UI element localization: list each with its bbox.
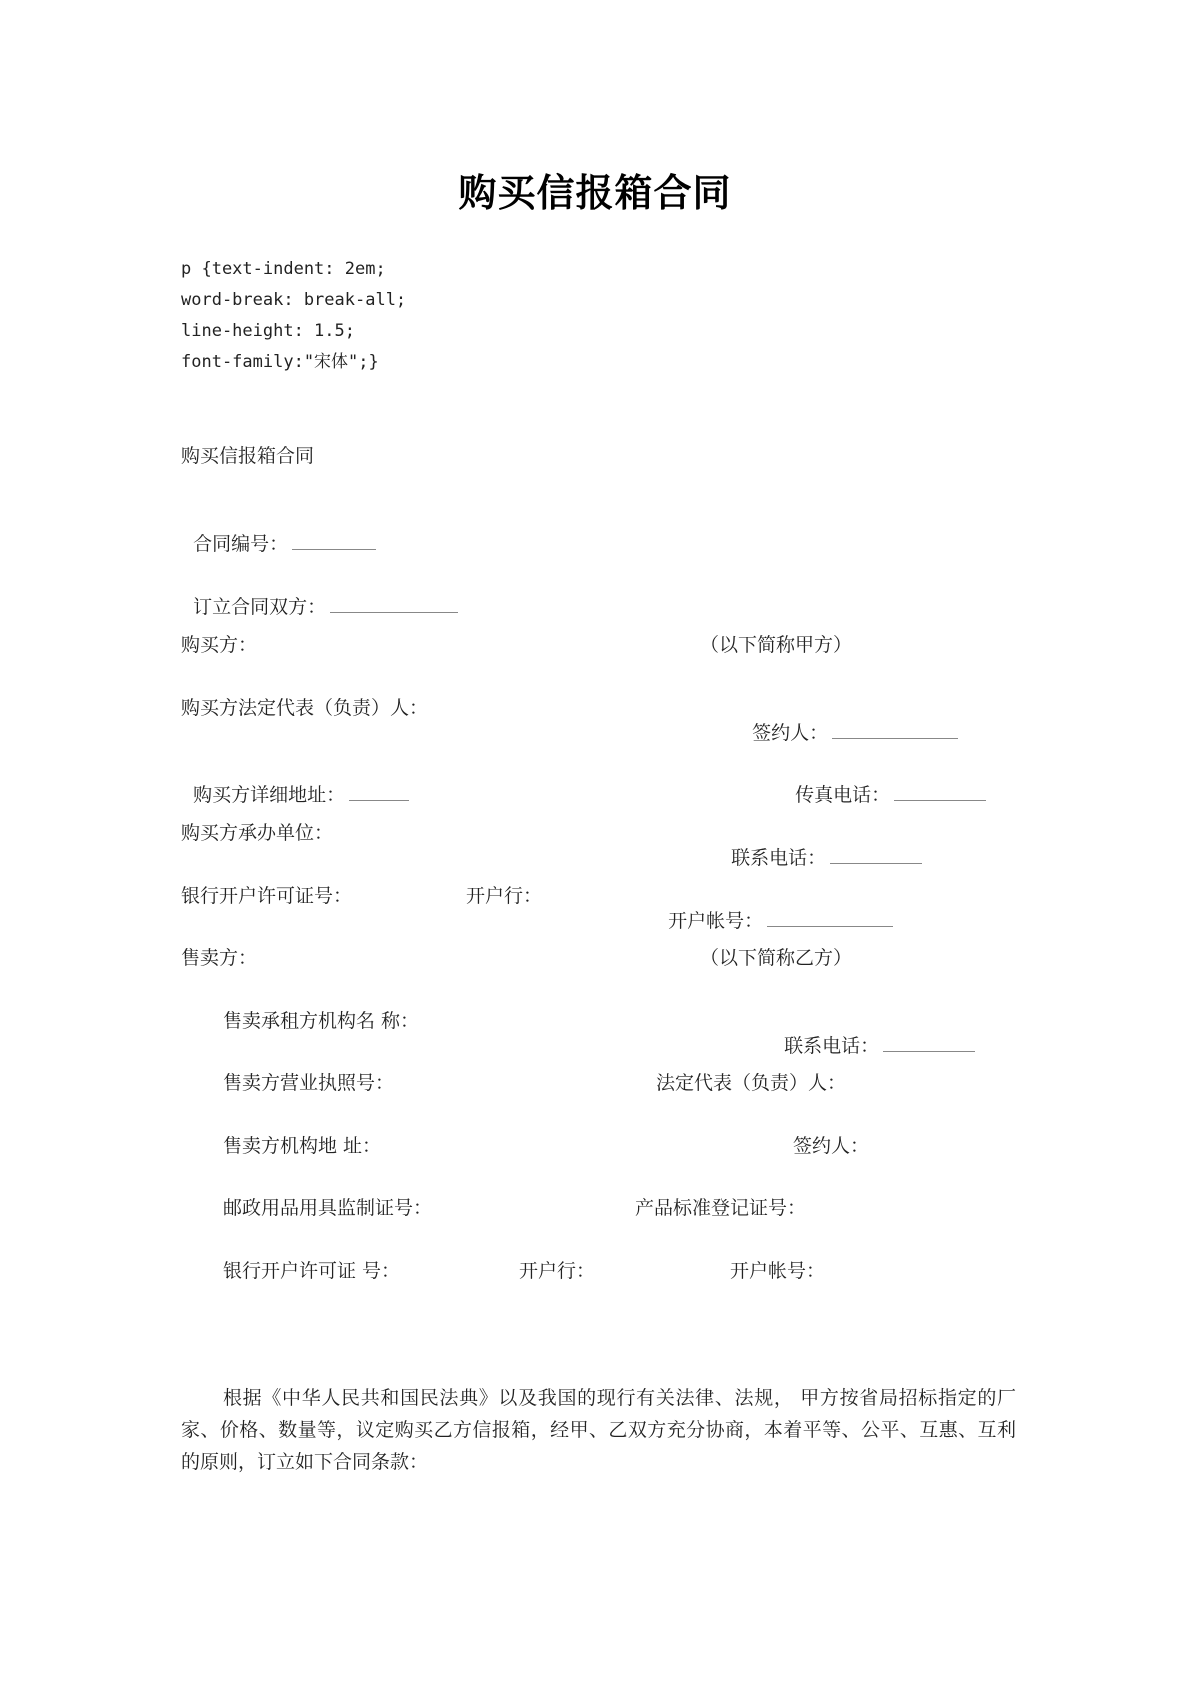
buyer-account-label: 开户帐号：: [668, 910, 764, 932]
buyer-fax-label: 传真电话：: [795, 784, 891, 806]
buyer-bank-license-label: 银行开户许可证号：: [181, 885, 353, 907]
parties-label: 订立合同双方：: [193, 596, 327, 618]
buyer-account-field[interactable]: [767, 908, 893, 927]
seller-phone-label: 联系电话：: [784, 1035, 880, 1057]
seller-org-name-label: 售卖承租方机构名 称：: [223, 1010, 420, 1032]
buyer-address-label: 购买方详细地址：: [193, 784, 346, 806]
parties-field[interactable]: [330, 594, 458, 613]
parties-row: [181, 570, 458, 619]
subtitle: 购买信报箱合同: [181, 445, 315, 467]
buyer-address-field[interactable]: [349, 782, 409, 801]
seller-legal-rep-label: 法定代表（负责）人：: [656, 1072, 847, 1094]
buyer-account-row: [656, 884, 893, 933]
seller-label: 售卖方：: [181, 947, 258, 969]
seller-phone-field[interactable]: [883, 1033, 975, 1052]
seller-alias: （以下简称乙方）: [700, 947, 853, 969]
seller-bank-license-label: 银行开户许可证 号：: [223, 1260, 401, 1282]
buyer-label: 购买方：: [181, 634, 258, 656]
seller-product-std-label: 产品标准登记证号：: [635, 1197, 807, 1219]
seller-license-label: 售卖方营业执照号：: [223, 1072, 395, 1094]
buyer-phone-field[interactable]: [830, 845, 922, 864]
buyer-signatory-label: 签约人：: [752, 722, 829, 744]
preamble-paragraph: 根据《中华人民共和国民法典》以及我国的现行有关法律、法规， 甲方按省局招标指定的厂家、价格、数量等，议定购买乙方信报箱，经甲、乙双方充分协商，本着平等、公平、互惠、互利的原则，订立如下合同条款：: [181, 1387, 1016, 1473]
css-line: word-break: break-all;: [181, 290, 407, 310]
buyer-phone-row: [719, 821, 922, 870]
seller-signatory-label: 签约人：: [793, 1135, 870, 1157]
buyer-address-row: [181, 758, 409, 807]
buyer-signatory-row: [740, 696, 958, 745]
contract-number-field[interactable]: [292, 531, 376, 550]
buyer-phone-label: 联系电话：: [731, 847, 827, 869]
css-line: font-family:"宋体";}: [181, 352, 379, 372]
css-line: line-height: 1.5;: [181, 321, 355, 341]
buyer-signatory-field[interactable]: [832, 720, 958, 739]
seller-phone-row: [772, 1009, 975, 1058]
seller-bank-label: 开户行：: [519, 1260, 596, 1282]
buyer-fax-field[interactable]: [894, 782, 986, 801]
buyer-handling-unit-label: 购买方承办单位：: [181, 822, 334, 844]
buyer-fax-row: [783, 758, 986, 807]
css-snippet: [181, 254, 406, 378]
document-title: 购买信报箱合同: [458, 171, 732, 215]
buyer-legal-rep-label: 购买方法定代表（负责）人：: [181, 697, 429, 719]
contract-number-label: 合同编号：: [193, 533, 289, 555]
contract-number-row: [181, 507, 376, 556]
css-line: p {text-indent: 2em;: [181, 259, 386, 279]
seller-postal-cert-label: 邮政用品用具监制证号：: [223, 1197, 433, 1219]
seller-account-label: 开户帐号：: [730, 1260, 826, 1282]
buyer-alias: （以下简称甲方）: [700, 634, 853, 656]
buyer-bank-label: 开户行：: [466, 885, 543, 907]
seller-address-label: 售卖方机构地 址：: [223, 1135, 382, 1157]
